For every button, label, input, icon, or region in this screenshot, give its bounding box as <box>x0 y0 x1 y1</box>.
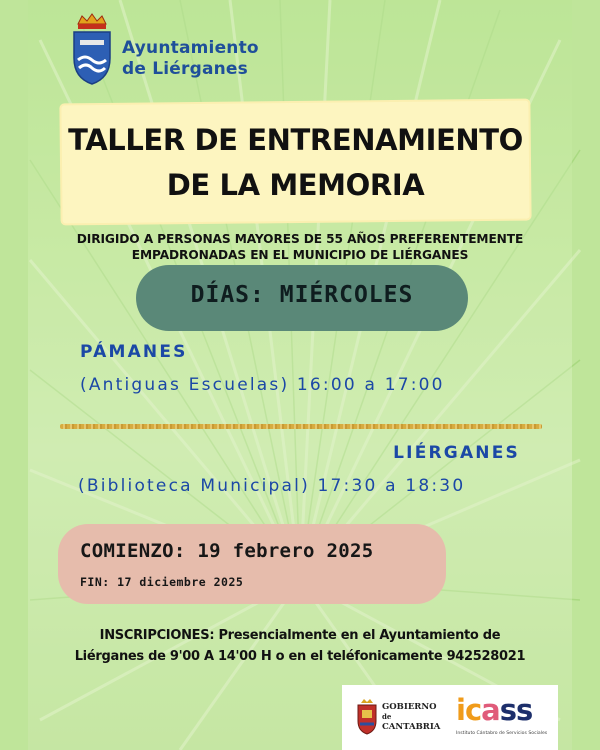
cantabria-crest-icon <box>356 699 378 735</box>
session-time-lierganes: (Biblioteca Municipal) 17:30 a 18:30 <box>78 476 466 496</box>
page-title: TALLER DE ENTRENAMIENTO DE LA MEMORIA <box>68 123 523 202</box>
sponsor-logos <box>342 685 558 750</box>
session-time-pamanes: (Antiguas Escuelas) 16:00 a 17:00 <box>80 375 445 395</box>
registration-label: INSCRIPCIONES: <box>99 628 215 643</box>
municipality-logo <box>70 10 300 90</box>
session-location-pamanes: PÁMANES <box>80 342 188 362</box>
icass-subtitle: Instituto Cántabro de Servicios Sociales <box>456 731 548 736</box>
registration-info: INSCRIPCIONES: Presencialmente en el Ayuntamiento de Liérganes de 9'00 A 14'00 H o en el teléfonicamente 942528021 <box>74 628 526 664</box>
gobierno-cantabria-logo: GOBIERNO de CANTABRIA <box>382 702 441 732</box>
days-label: DÍAS: MIÉRCOLES <box>190 282 414 308</box>
icass-logo: icass <box>456 693 533 727</box>
end-date: FIN: 17 diciembre 2025 <box>80 575 244 589</box>
coat-of-arms-icon <box>70 10 114 86</box>
start-date: COMIENZO: 19 febrero 2025 <box>80 540 374 562</box>
target-audience: DIRIGIDO A PERSONAS MAYORES DE 55 AÑOS PREFERENTEMENTE EMPADRONADAS EN EL MUNICIPIO DE LIÉRGANES <box>76 232 524 262</box>
municipality-name: Ayuntamiento de Liérganes <box>122 38 259 79</box>
gold-divider <box>60 424 542 429</box>
session-location-lierganes: LIÉRGANES <box>393 443 520 463</box>
dates-panel <box>58 524 446 604</box>
